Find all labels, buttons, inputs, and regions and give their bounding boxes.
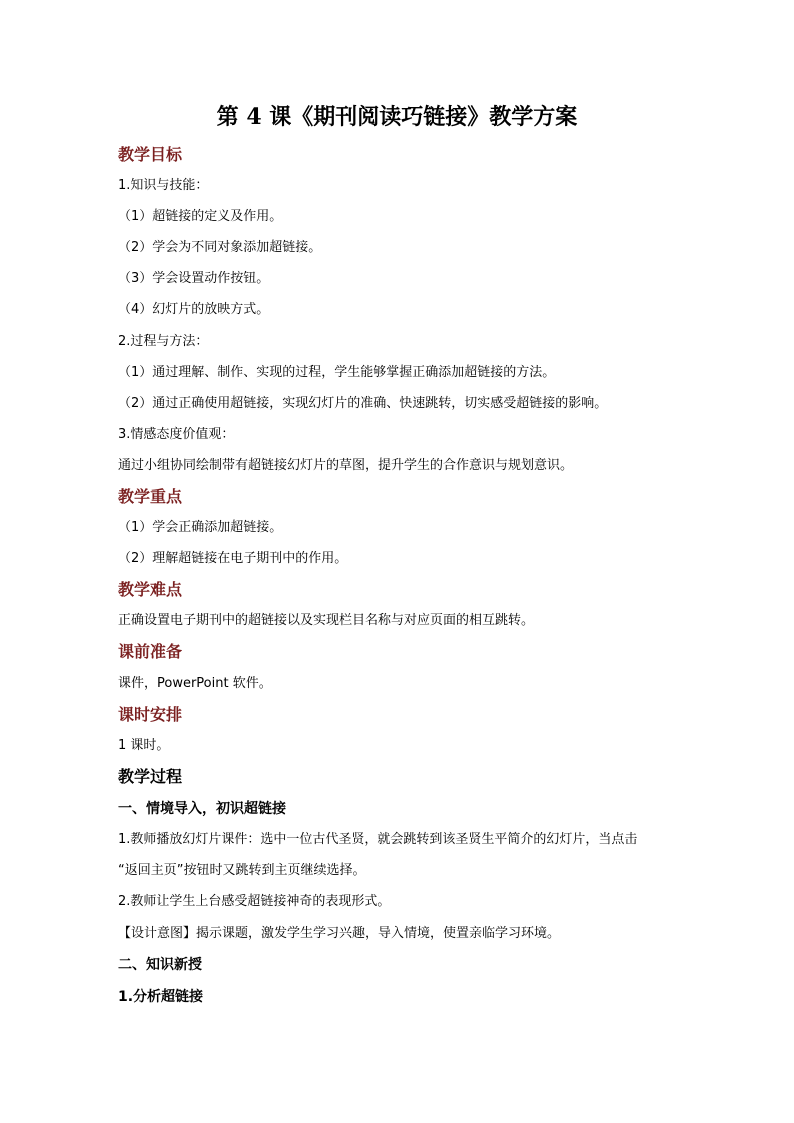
goals-line-10: 通过小组协同绘制带有超链接幻灯片的草图，提升学生的合作意识与规划意识。 — [118, 458, 574, 473]
heading-schedule: 课时安排 — [118, 705, 183, 724]
heading-key-points: 教学重点 — [118, 487, 183, 506]
process-part1-line-1: 1.教师播放幻灯片课件：选中一位古代圣贤，就会跳转到该圣贤生平简介的幻灯片，当点击 — [118, 832, 638, 847]
heading-preparation: 课前准备 — [118, 642, 183, 661]
key-points-line-1: （1）学会正确添加超链接。 — [118, 520, 283, 535]
goals-line-8: （2）通过正确使用超链接，实现幻灯片的准确、快速跳转，切实感受超链接的影响。 — [118, 396, 608, 411]
goals-line-1: 1.知识与技能： — [118, 178, 209, 193]
goals-line-3: （2）学会为不同对象添加超链接。 — [118, 240, 322, 255]
heading-teaching-goals: 教学目标 — [118, 145, 183, 164]
goals-line-9: 3.情感态度价值观： — [118, 427, 235, 442]
goals-line-5: （4）幻灯片的放映方式。 — [118, 302, 270, 317]
document-title: 第 4 课《期刊阅读巧链接》教学方案 — [216, 104, 578, 130]
goals-line-7: （1）通过理解、制作、实现的过程，学生能够掌握正确添加超链接的方法。 — [118, 365, 556, 380]
process-part1-title: 一、情境导入，初识超链接 — [118, 801, 286, 817]
heading-process: 教学过程 — [118, 767, 183, 786]
difficulties-line-1: 正确设置电子期刊中的超链接以及实现栏目名称与对应页面的相互跳转。 — [118, 613, 535, 628]
preparation-line-1: 课件，PowerPoint 软件。 — [118, 676, 272, 691]
goals-line-2: （1）超链接的定义及作用。 — [118, 209, 283, 224]
heading-difficulties: 教学难点 — [118, 580, 183, 599]
process-part1-line-2: “返回主页”按钮时又跳转到主页继续选择。 — [118, 863, 366, 878]
goals-line-4: （3）学会设置动作按钮。 — [118, 271, 270, 286]
process-part2-subtitle: 1.分析超链接 — [118, 989, 204, 1005]
schedule-line-1: 1 课时。 — [118, 738, 170, 753]
process-part1-line-4: 【设计意图】揭示课题，激发学生学习兴趣，导入情境，使置亲临学习环境。 — [118, 926, 561, 941]
goals-line-6: 2.过程与方法： — [118, 334, 209, 349]
process-part1-line-3: 2.教师让学生上台感受超链接神奇的表现形式。 — [118, 894, 391, 909]
key-points-line-2: （2）理解超链接在电子期刊中的作用。 — [118, 551, 348, 566]
process-part2-title: 二、知识新授 — [118, 957, 202, 973]
